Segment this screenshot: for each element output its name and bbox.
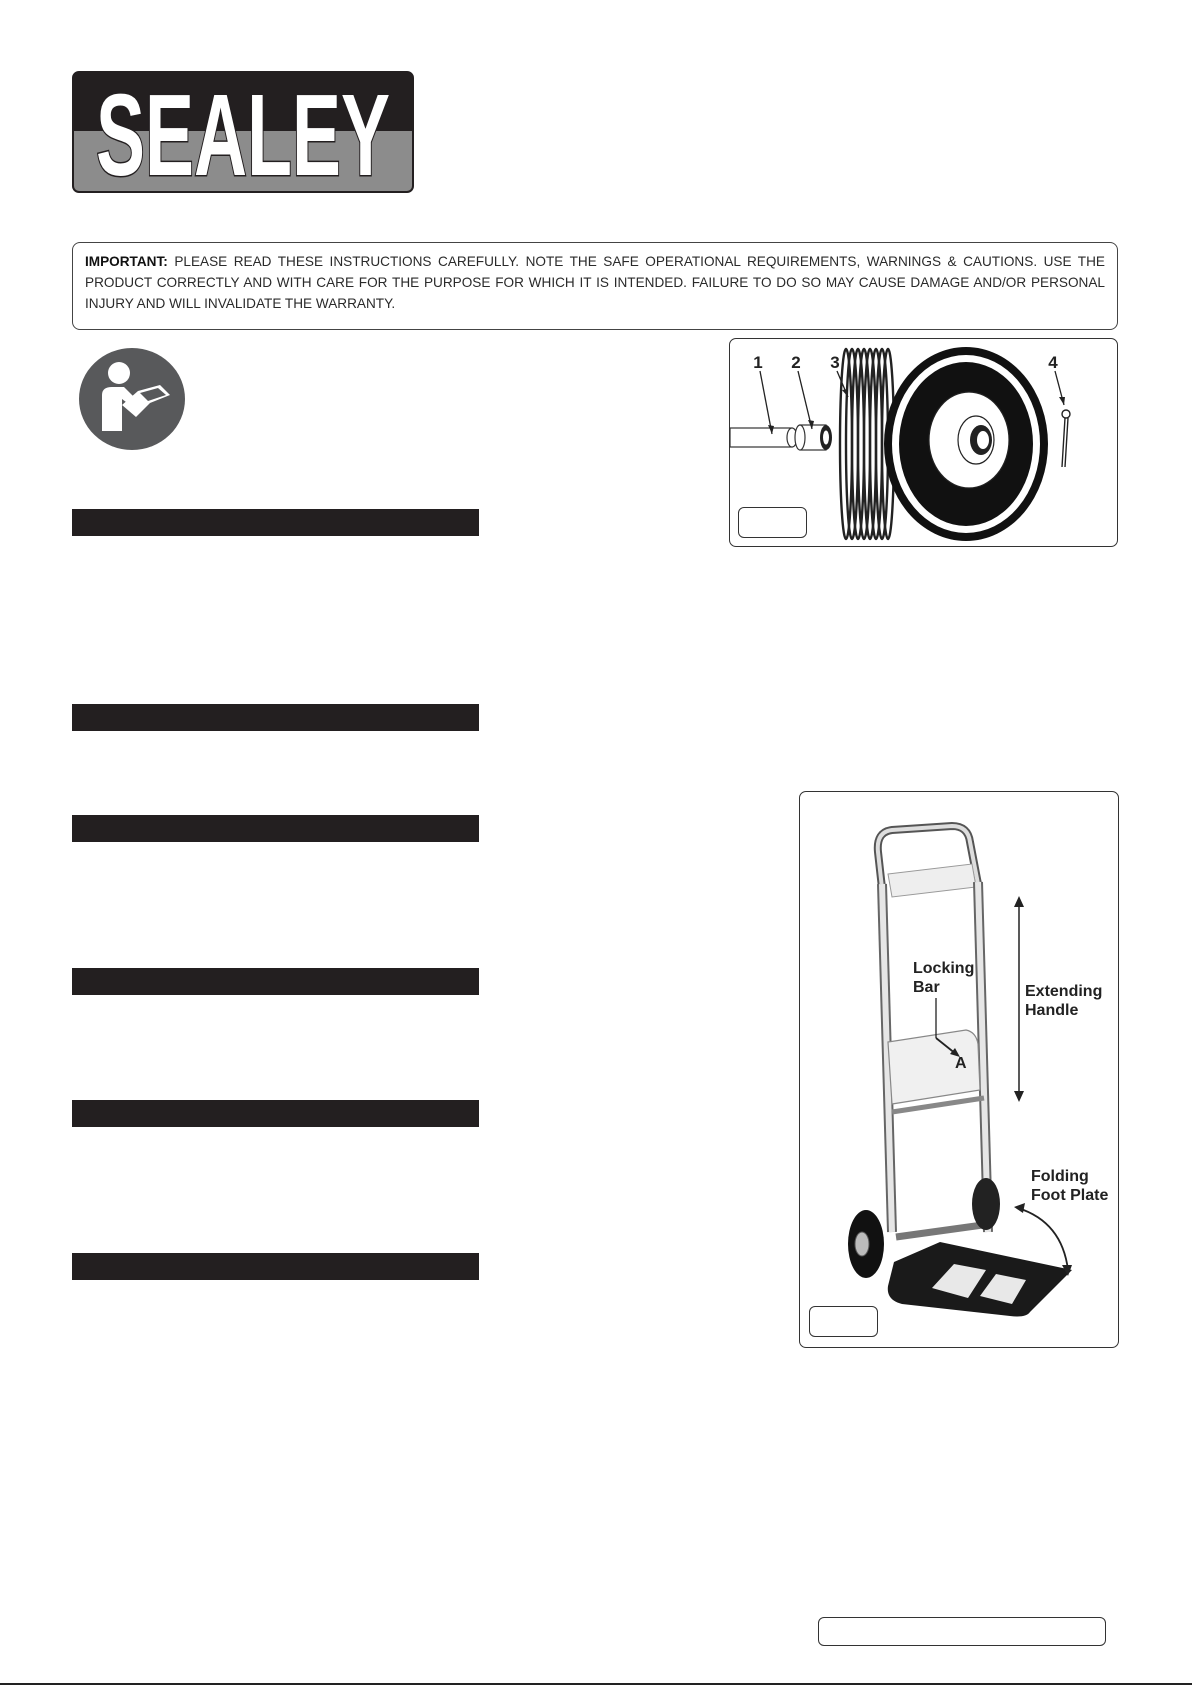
important-notice — [72, 242, 1118, 330]
section-bar-6 — [72, 1253, 479, 1280]
label-handle: Handle — [1025, 1002, 1079, 1019]
truck-diagram — [800, 792, 1120, 1349]
callout-1: 1 — [753, 353, 763, 372]
section-bar-3 — [72, 815, 479, 842]
logo-text: SEALEY — [96, 70, 390, 200]
section-bar-2 — [72, 704, 479, 731]
callout-3: 3 — [830, 353, 840, 372]
truck-figure — [799, 791, 1119, 1348]
section-bar-5 — [72, 1100, 479, 1127]
sealey-logo — [72, 70, 414, 200]
label-folding: Folding — [1031, 1168, 1089, 1185]
callout-4: 4 — [1048, 353, 1058, 372]
label-locking: Locking — [913, 960, 975, 977]
section-bar-4 — [72, 968, 479, 995]
notice-text: PLEASE READ THESE INSTRUCTIONS CAREFULLY. NOTE THE SAFE OPERATIONAL REQUIREMENTS, WARNINGS & CAUTIONS. USE THE PRODUCT CORRECTLY AND WITH CARE FOR THE PURPOSE FOR WHICH IT IS INTENDED. FAILURE TO DO SO MAY CAUSE DAMAGE AND/OR PERSONAL INJURY AND WILL INVALIDATE THE WARRANTY. — [85, 254, 1105, 311]
label-point-a: A — [955, 1055, 967, 1072]
section-bar-1 — [72, 509, 479, 536]
read-manual-icon — [78, 347, 186, 451]
callout-2: 2 — [791, 353, 801, 372]
notice-lead: IMPORTANT: — [85, 254, 168, 269]
footer-reference-box — [818, 1617, 1106, 1646]
label-foot-plate: Foot Plate — [1031, 1187, 1109, 1204]
label-extending: Extending — [1025, 983, 1103, 1000]
wheel-figure — [729, 338, 1118, 547]
truck-figure-label — [809, 1306, 878, 1337]
label-bar: Bar — [913, 979, 940, 996]
wheel-figure-label — [738, 507, 807, 538]
